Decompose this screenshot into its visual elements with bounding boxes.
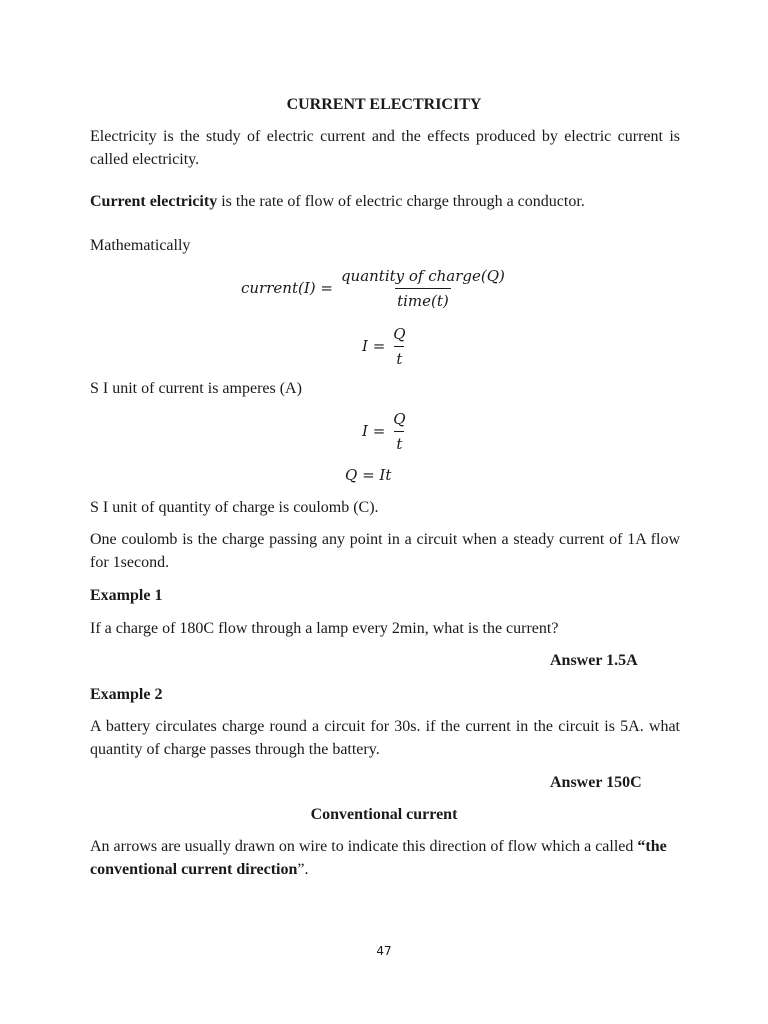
formula-current-definition	[241, 266, 507, 311]
formula2-denominator: t	[394, 346, 404, 369]
formula1-denominator: time(t)	[395, 288, 451, 311]
definition-paragraph	[90, 190, 680, 213]
formula1-fraction	[339, 266, 507, 311]
conventional-direction-phrase: the conventional current direction	[90, 838, 667, 878]
example2-heading: Example 2	[90, 686, 163, 703]
close-quote: ”.	[297, 861, 309, 878]
formula-q-equals-it: Q = It	[345, 466, 392, 484]
page-number: 47	[376, 944, 392, 958]
page-title: CURRENT ELECTRICITY	[286, 96, 482, 113]
formula1-numerator: quantity of charge(Q)	[340, 267, 505, 285]
intro-paragraph: Electricity is the study of electric current and the effects produced by electric current is called electricity.	[90, 128, 680, 168]
formula2-fraction	[391, 324, 407, 369]
definition-term: Current electricity	[90, 193, 218, 210]
formula2-lhs: I =	[362, 337, 386, 355]
definition-text: is the rate of flow of electric charge through a conductor.	[217, 193, 585, 210]
si-unit-charge: S I unit of quantity of charge is coulomb (C).	[90, 499, 379, 516]
formula3-fraction	[391, 409, 407, 454]
formula3-denominator: t	[394, 431, 404, 454]
mathematically-label: Mathematically	[90, 237, 191, 254]
formula-i-equals-q-over-t-2	[362, 409, 408, 454]
formula1-lhs: current(I) =	[241, 279, 333, 297]
example1-heading: Example 1	[90, 587, 163, 604]
open-quote: “	[637, 838, 646, 855]
example2-question: A battery circulates charge round a circuit for 30s. if the current in the circuit is 5A. what quantity of charge passes through the battery.	[90, 718, 680, 758]
formula3-lhs: I =	[362, 422, 386, 440]
example1-answer: Answer 1.5A	[550, 652, 638, 669]
coulomb-definition: One coulomb is the charge passing any point in a circuit when a steady current of 1A flow for 1second.	[90, 531, 680, 571]
conventional-current-paragraph	[90, 835, 680, 881]
si-unit-current: S I unit of current is amperes (A)	[90, 380, 302, 397]
formula2-numerator: Q	[393, 325, 406, 343]
conventional-current-heading: Conventional current	[310, 806, 458, 823]
formula3-numerator: Q	[393, 410, 406, 428]
example1-question: If a charge of 180C flow through a lamp every 2min, what is the current?	[90, 620, 559, 637]
formula-i-equals-q-over-t	[362, 324, 408, 369]
conventional-text: An arrows are usually drawn on wire to indicate this direction of flow which a called	[90, 838, 638, 855]
example2-answer: Answer 150C	[550, 774, 642, 791]
